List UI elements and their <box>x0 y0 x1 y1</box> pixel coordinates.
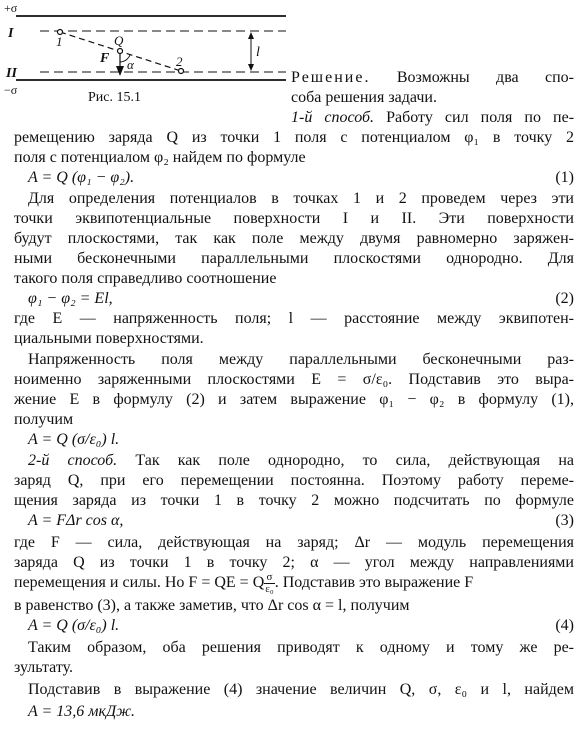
solution-line-1 <box>291 68 574 88</box>
dimension-arrow-top <box>248 32 254 39</box>
method1-line <box>291 108 574 128</box>
para6-line2: зультату. <box>14 659 74 676</box>
force-arrowhead <box>116 66 124 76</box>
fraction-denominator: ε₀ <box>265 583 274 595</box>
method2-line <box>28 451 574 471</box>
para5-line1: где F — сила, действующая на заряд; Δr — модуль перемещения <box>14 534 574 551</box>
label-minus-sigma: −σ <box>4 83 18 97</box>
equation-5-number: (4) <box>555 617 574 634</box>
para5-line4: в равенство (3), а также заметив, что Δr cos α = l, получим <box>14 597 410 614</box>
para4-line2: заряд Q, при его перемещении постоянна. Поэтому работу переме- <box>14 472 574 489</box>
label-point-2: 2 <box>176 54 183 69</box>
para5-line2: заряда Q из точки 1 в точку 2; α — угол между направлениями <box>14 554 574 571</box>
para3-line4: получим <box>14 411 74 428</box>
para1-line1: Для определения потенциалов в точках 1 и 2 проведем через эти <box>28 190 574 207</box>
para6-line1: Таким образом, оба решения приводят к одному и тому же ре- <box>28 639 574 656</box>
equation-2-number: (2) <box>555 290 574 307</box>
para1-line4: ными бесконечными параллельными плоскостями однородно. Для <box>14 250 574 267</box>
label-distance-l: l <box>256 45 260 60</box>
para3-line2: ноименно заряженными плоскостями E = σ/ε₀. Подставив это выра- <box>14 371 574 388</box>
fraction-numerator: σ <box>264 572 274 584</box>
para5-line3 <box>14 572 473 595</box>
charge-Q <box>118 49 123 54</box>
equation-3: A = Q (σ/ε₀) l. <box>28 431 120 448</box>
label-angle-alpha: α <box>127 57 134 72</box>
text-line-e: поля с потенциалом φ₂ найдем по формуле <box>14 149 306 166</box>
method1-rest: Работу сил поля по пе- <box>386 109 575 126</box>
dimension-arrow-bottom <box>248 64 254 71</box>
figure-caption: Рис. 15.1 <box>88 90 141 105</box>
equation-2: φ₁ − φ₂ = El, <box>28 290 113 307</box>
fraction-sigma-eps0 <box>264 572 274 595</box>
equation-1: A = Q (φ₁ − φ₂). <box>28 169 135 186</box>
para5-line3-b: . Подставив это выражение F <box>274 574 474 592</box>
equation-1-number: (1) <box>555 169 574 186</box>
equation-5: A = Q (σ/ε₀) l. <box>28 617 120 634</box>
equation-4-number: (3) <box>555 512 574 529</box>
label-plane-II: II <box>6 66 17 81</box>
equation-4: A = FΔr cos α, <box>28 512 124 529</box>
method1-label: 1-й способ. <box>291 109 375 126</box>
text-line-d: ремещению заряда Q из точки 1 поля с потенциалом φ₁ в точку 2 <box>14 129 574 146</box>
solution-word: Решение. <box>291 69 371 86</box>
para3-line1: Напряженность поля между параллельными бесконечными раз- <box>28 351 574 368</box>
final-answer: A = 13,6 мкДж. <box>28 703 136 720</box>
figure-15-1 <box>0 0 290 125</box>
solution-line-2: соба решения задачи. <box>291 89 437 106</box>
para1-line2: точки эквипотенциальные поверхности I и II. Эти поверхности <box>14 210 574 227</box>
label-plane-I: I <box>8 26 14 41</box>
para5-line3-a: перемещения и силы. Но F = QE = Q <box>14 574 265 592</box>
label-plus-sigma: +σ <box>4 1 18 15</box>
solution-rest: Возможны два спо- <box>396 69 574 86</box>
label-point-1: 1 <box>56 34 63 49</box>
point-2 <box>179 69 184 74</box>
para3-line3: жение E в формулу (2) и затем выражение φ₁ − φ₂ в формулу (1), <box>14 391 574 408</box>
para2-line2: циальными поверхностями. <box>14 330 204 347</box>
para4-line3: щения заряда из точки 1 в точку 2 можно подсчитать по формуле <box>14 492 574 509</box>
method2-rest: Так как поле однородно, то сила, действующая на <box>135 452 575 469</box>
label-charge-Q: Q <box>114 33 124 48</box>
para1-line5: такого поля справедливо соотношение <box>14 270 277 287</box>
para7-line1: Подставив в выражение (4) значение величин Q, σ, ε₀ и l, найдем <box>28 681 574 698</box>
method2-label: 2-й способ. <box>28 452 118 469</box>
para1-line3: будут плоскостями, так как поле между двумя равномерно заряжен- <box>14 230 574 247</box>
para2-line1: где E — напряженность поля; l — расстояние между эквипотен- <box>14 310 574 327</box>
label-force-F: F <box>100 51 110 66</box>
